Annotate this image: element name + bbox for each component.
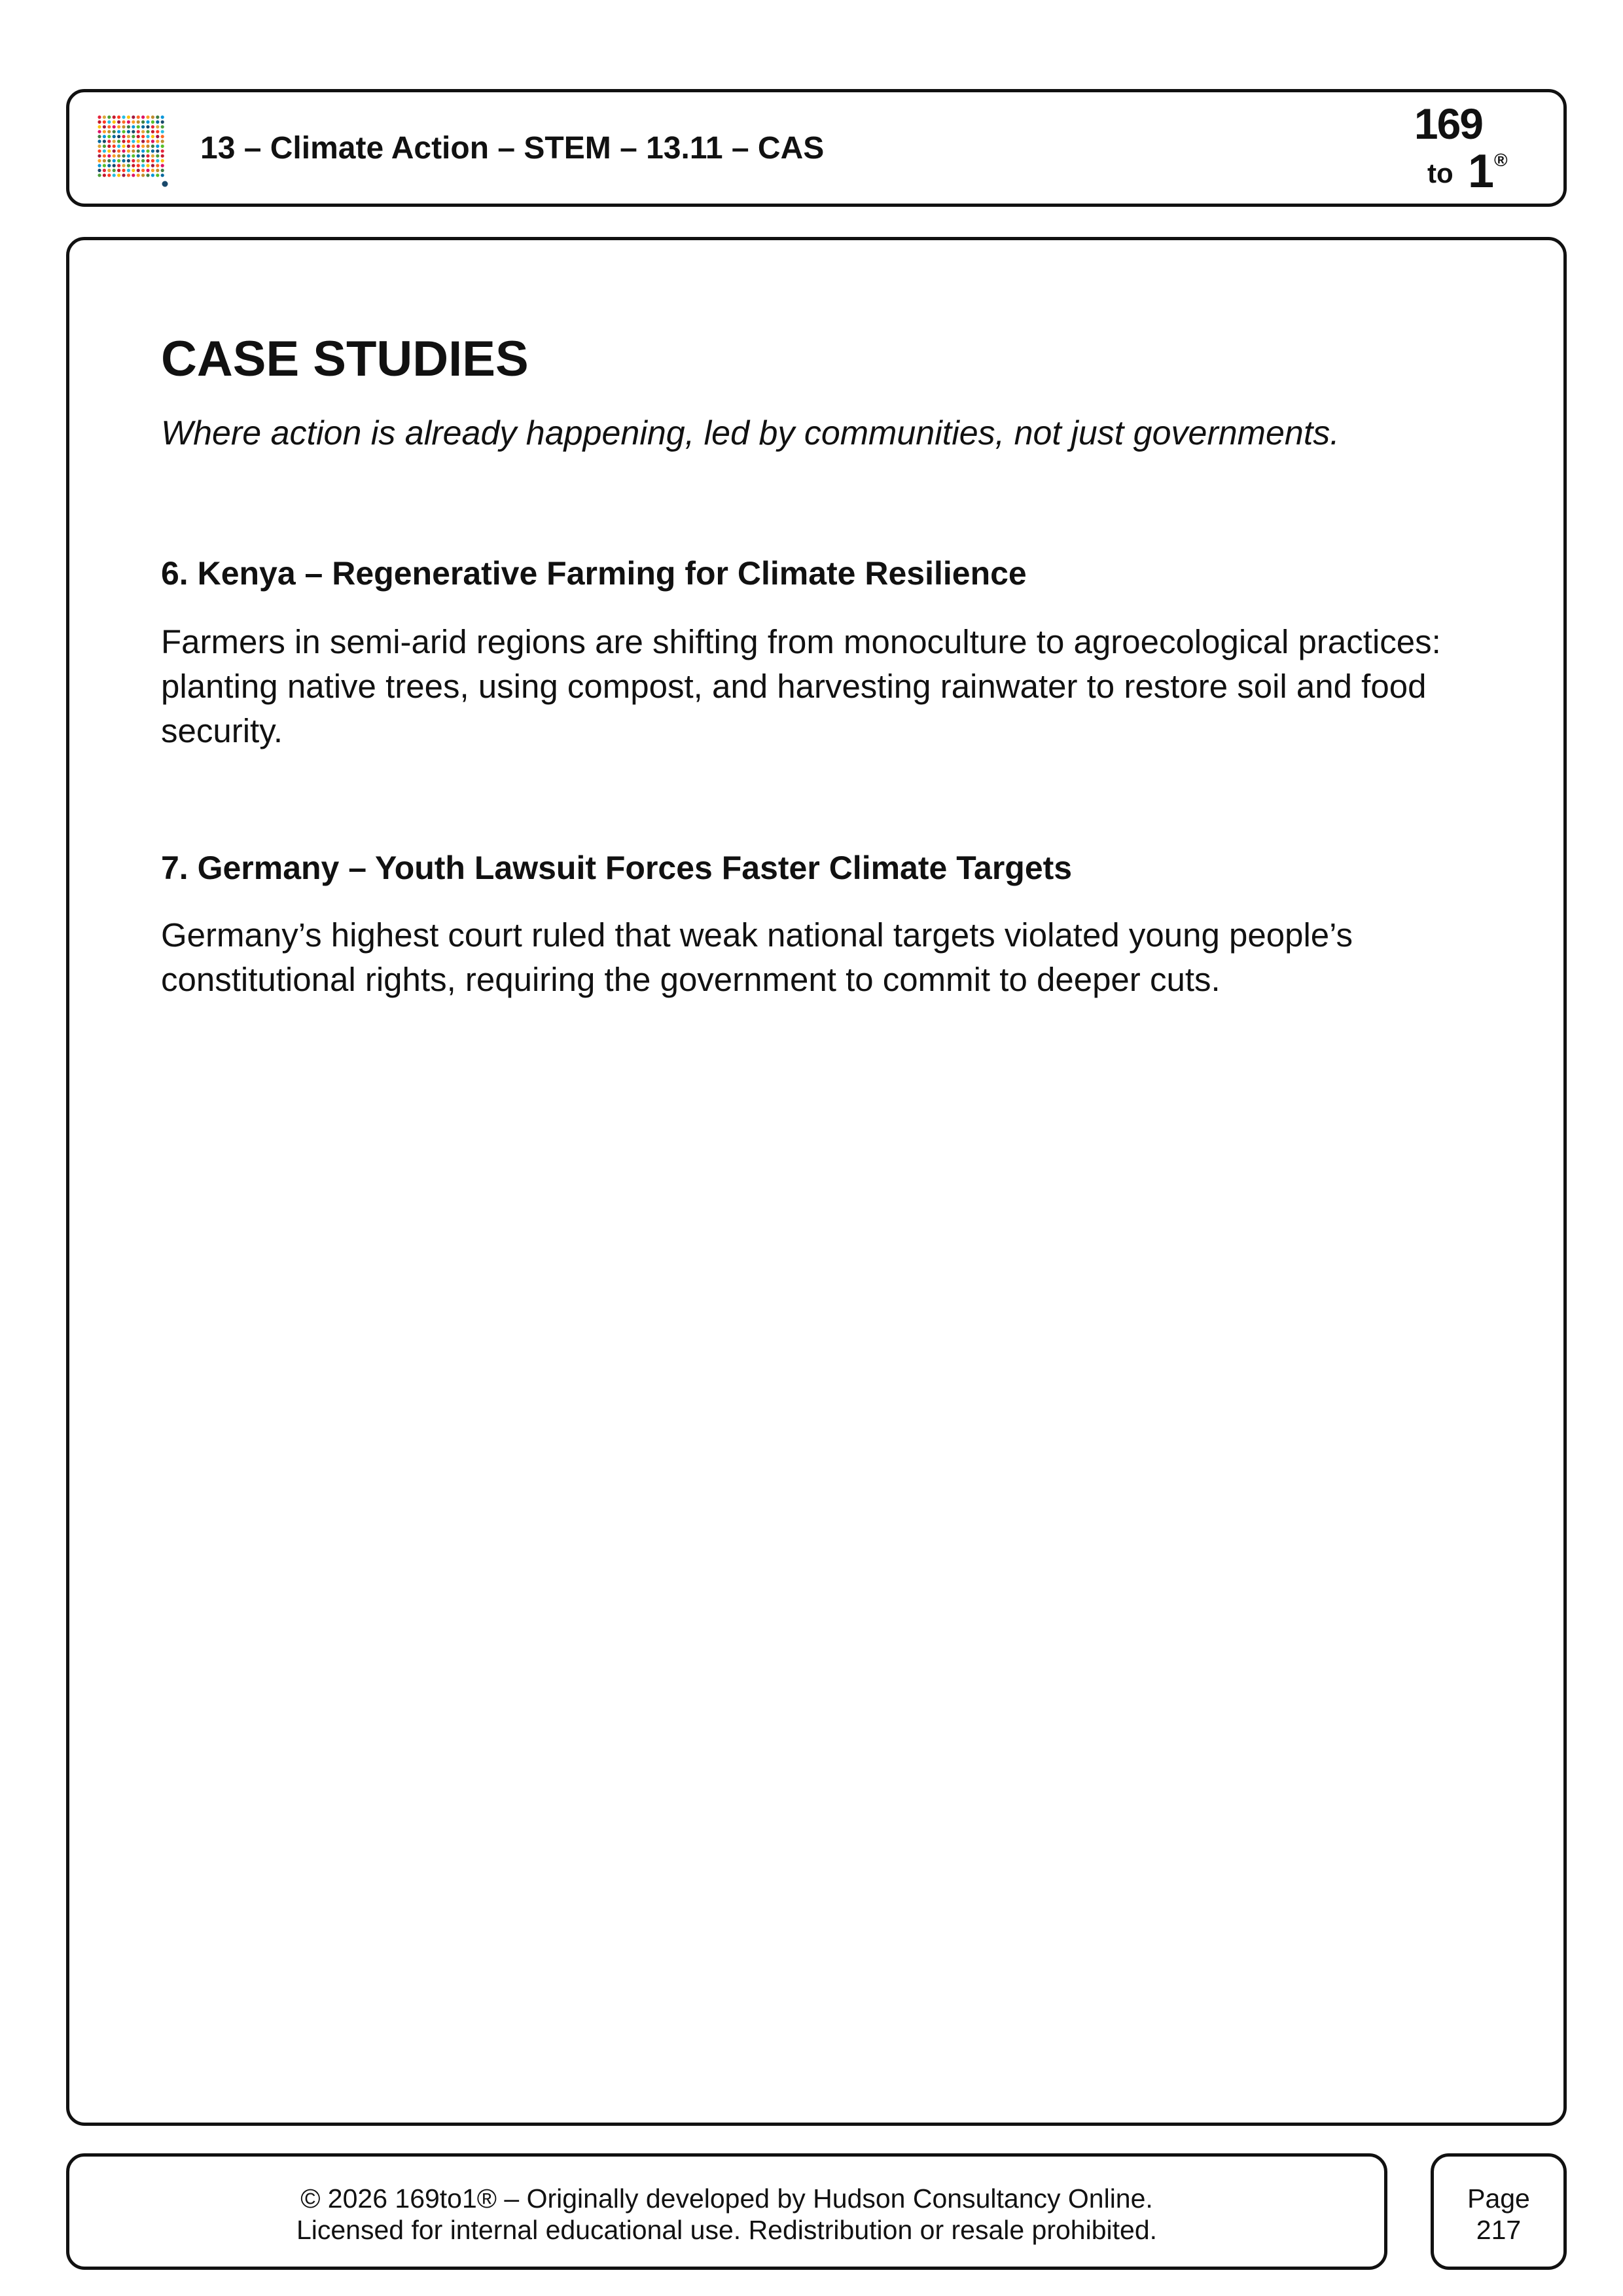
case-study-heading: 7. Germany – Youth Lawsuit Forces Faster Climate Targets	[161, 850, 1073, 886]
dot-grid-logo-icon	[97, 115, 169, 188]
case-study-heading: 6. Kenya – Regenerative Farming for Climate Resilience	[161, 555, 1027, 592]
brand-to: to	[1427, 158, 1454, 188]
page-number-box	[1431, 2153, 1567, 2270]
section-subtitle: Where action is already happening, led by communities, not just governments.	[161, 414, 1340, 452]
page-header	[66, 89, 1567, 207]
section-title: CASE STUDIES	[161, 331, 529, 387]
footer-copyright	[66, 2153, 1387, 2270]
license-line: Licensed for internal educational use. Redistribution or resale prohibited.	[296, 2215, 1158, 2245]
copyright-line: © 2026 169to1® – Originally developed by Hudson Consultancy Online.	[300, 2183, 1153, 2214]
case-study-body: Farmers in semi-arid regions are shifting from monoculture to agroecological practices: planting native trees, using compost, and harvesting rainwater to restore soil and food security.	[161, 623, 1441, 749]
page-number: 217	[1476, 2215, 1522, 2245]
case-study-body: Germany’s highest court ruled that weak national targets violated young people’s constitutional rights, requiring the government to commit to deeper cuts.	[161, 916, 1353, 998]
page-indicator	[1434, 2183, 1563, 2246]
page-label: Page	[1467, 2183, 1530, 2214]
brand-number: 169	[1414, 99, 1482, 148]
brand-registered-mark: ®	[1494, 150, 1508, 170]
header-title: 13 – Climate Action – STEM – 13.11 – CAS	[200, 131, 825, 166]
footer-text	[69, 2183, 1384, 2246]
brand-one: 1	[1468, 145, 1495, 198]
brand-logo	[1402, 99, 1507, 204]
content-panel	[66, 237, 1567, 2126]
